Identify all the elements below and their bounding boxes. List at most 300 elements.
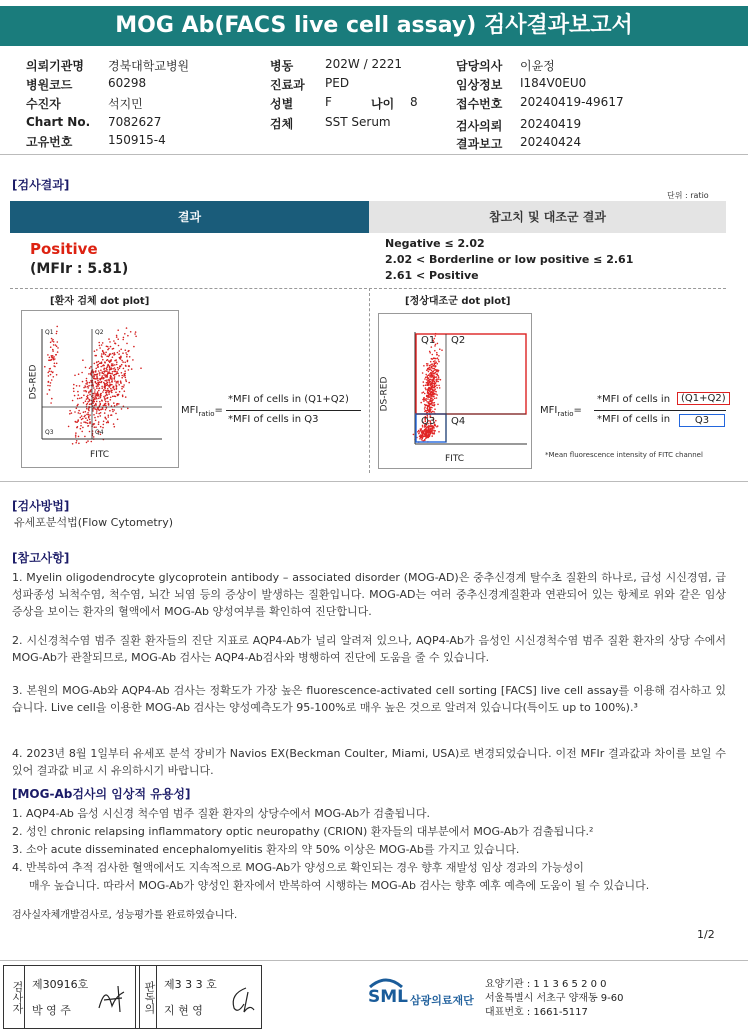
scatter-dot — [131, 368, 133, 370]
scatter-dot — [115, 371, 117, 373]
header-value: PED — [325, 76, 350, 90]
scatter-dot — [88, 399, 90, 401]
scatter-dot — [51, 338, 53, 340]
scatter-dot — [85, 422, 87, 424]
scatter-dot — [84, 416, 86, 418]
scatter-dot — [75, 434, 77, 436]
scatter-dot — [124, 390, 126, 392]
scatter-dot — [113, 409, 115, 411]
scatter-dot — [93, 436, 95, 438]
scatter-dot — [114, 378, 116, 380]
scatter-dot — [82, 427, 84, 429]
scatter-dot — [419, 438, 421, 440]
scatter-dot — [424, 406, 426, 408]
reviewer-signature-icon — [224, 982, 258, 1016]
header-label: 담당의사 — [456, 59, 503, 73]
scatter-dot — [425, 432, 427, 434]
scatter-dot — [106, 355, 108, 357]
clinical-item-3: 3. 소아 acute disseminated encephalomyelitis 환자의 약 50% 이상은 MOG-Ab를 가지고 있습니다. — [12, 843, 520, 856]
scatter-dot — [72, 400, 74, 402]
org-address: 서울특별시 서초구 양재동 9-60 — [485, 993, 624, 1004]
scatter-dot — [431, 398, 433, 400]
patient-mfi-numerator: *MFI of cells in (Q1+Q2) — [228, 394, 349, 405]
scatter-dot — [97, 364, 99, 366]
footer-divider — [0, 960, 748, 961]
scatter-dot — [434, 384, 436, 386]
scatter-dot — [128, 365, 130, 367]
scatter-dot — [96, 410, 98, 412]
patient-q3: Q3 — [45, 429, 54, 436]
scatter-dot — [102, 359, 104, 361]
scatter-dot — [88, 373, 90, 375]
scatter-dot — [115, 413, 117, 415]
scatter-dot — [115, 396, 117, 398]
scatter-dot — [426, 365, 428, 367]
scatter-dot — [54, 358, 56, 360]
scatter-dot — [101, 387, 103, 389]
scatter-dot — [86, 380, 88, 382]
scatter-dot — [95, 368, 97, 370]
scatter-dot — [50, 342, 52, 344]
scatter-dot — [425, 437, 427, 439]
header-value: 경북대학교병원 — [108, 59, 190, 73]
scatter-dot — [105, 392, 107, 394]
scatter-dot — [438, 431, 440, 433]
scatter-dot — [106, 375, 108, 377]
scatter-dot — [107, 376, 109, 378]
scatter-dot — [112, 396, 114, 398]
scatter-dot — [112, 368, 114, 370]
scatter-dot — [96, 393, 98, 395]
scatter-dot — [87, 387, 89, 389]
header-label: 성별 — [270, 97, 294, 111]
header-value: F — [325, 95, 332, 109]
scatter-dot — [88, 417, 90, 419]
scatter-dot — [110, 388, 112, 390]
scatter-dot — [107, 390, 109, 392]
scatter-dot — [428, 389, 430, 391]
scatter-dot — [51, 398, 53, 400]
scatter-dot — [112, 353, 114, 355]
scatter-dot — [429, 379, 431, 381]
scatter-dot — [105, 409, 107, 411]
scatter-dot — [52, 350, 54, 352]
scatter-dot — [423, 433, 425, 435]
scatter-dot — [96, 398, 98, 400]
scatter-dot — [99, 374, 101, 376]
scatter-dot — [109, 366, 111, 368]
scatter-dot — [431, 407, 433, 409]
scatter-dot — [87, 440, 89, 442]
header-value: 20240419-49617 — [520, 95, 624, 109]
scatter-dot — [105, 401, 107, 403]
org-code: 요양기관 : 1 1 3 6 5 2 0 0 — [485, 979, 607, 990]
scatter-dot — [107, 349, 109, 351]
scatter-dot — [425, 405, 427, 407]
scatter-dot — [100, 369, 102, 371]
control-q3: Q3 — [421, 416, 436, 427]
scatter-dot — [436, 352, 438, 354]
header-value: 202W / 2221 — [325, 57, 402, 71]
scatter-dot — [112, 365, 114, 367]
scatter-dot — [428, 375, 430, 377]
scatter-dot — [426, 435, 428, 437]
scatter-dot — [107, 397, 109, 399]
scatter-dot — [78, 412, 80, 414]
scatter-dot — [97, 380, 99, 382]
scatter-dot — [50, 371, 52, 373]
scatter-dot — [432, 365, 434, 367]
scatter-dot — [78, 436, 80, 438]
scatter-dot — [75, 442, 77, 444]
scatter-dot — [440, 379, 442, 381]
scatter-dot — [127, 335, 129, 337]
scatter-dot — [111, 377, 113, 379]
scatter-dot — [108, 356, 110, 358]
scatter-dot — [72, 443, 74, 445]
scatter-dot — [437, 343, 439, 345]
scatter-dot — [56, 326, 58, 328]
scatter-dot — [429, 408, 431, 410]
scatter-dot — [107, 359, 109, 361]
patient-x-axis-label: FITC — [90, 450, 110, 460]
scatter-dot — [434, 408, 436, 410]
scatter-dot — [430, 428, 432, 430]
scatter-dot — [112, 363, 114, 365]
scatter-dot — [105, 390, 107, 392]
scatter-dot — [47, 385, 49, 387]
accreditation-note: 검사실자체개발검사로, 성능평가를 완료하였습니다. — [12, 910, 238, 921]
scatter-dot — [103, 396, 105, 398]
scatter-dot — [418, 430, 420, 432]
scatter-dot — [95, 378, 97, 380]
scatter-dot — [99, 401, 101, 403]
scatter-dot — [85, 400, 87, 402]
scatter-dot — [427, 385, 429, 387]
scatter-dot — [52, 355, 54, 357]
scatter-dot — [119, 365, 121, 367]
scatter-dot — [104, 404, 106, 406]
scatter-dot — [49, 389, 51, 391]
scatter-dot — [83, 411, 85, 413]
patient-dot-plot — [21, 310, 179, 468]
scatter-dot — [86, 382, 88, 384]
control-mfi-denominator-box: Q3 — [679, 414, 725, 427]
scatter-dot — [110, 353, 112, 355]
scatter-dot — [431, 400, 433, 402]
reviewer-label: 판독의 — [136, 966, 157, 1028]
header-label: 접수번호 — [456, 97, 503, 111]
scatter-dot — [88, 385, 90, 387]
scatter-dot — [110, 346, 112, 348]
patient-mfi-fraction-bar — [226, 410, 361, 411]
scatter-dot — [99, 347, 101, 349]
scatter-dot — [113, 348, 115, 350]
scatter-dot — [90, 366, 92, 368]
scatter-dot — [99, 378, 101, 380]
scatter-dot — [432, 371, 434, 373]
scatter-dot — [102, 375, 104, 377]
scatter-dot — [436, 363, 438, 365]
scatter-dot — [423, 381, 425, 383]
scatter-dot — [421, 430, 423, 432]
scatter-dot — [121, 375, 123, 377]
scatter-dot — [73, 391, 75, 393]
control-mfi-numerator-text: *MFI of cells in — [597, 394, 671, 405]
scatter-dot — [432, 387, 434, 389]
scatter-dot — [424, 393, 426, 395]
scatter-dot — [48, 375, 50, 377]
scatter-dot — [101, 386, 103, 388]
clinical-heading: [MOG-Ab검사의 임상적 유용성] — [12, 787, 191, 801]
scatter-dot — [80, 422, 82, 424]
scatter-dot — [429, 351, 431, 353]
scatter-dot — [99, 363, 101, 365]
header-label: 결과보고 — [456, 137, 503, 151]
ref-line-borderline: 2.02 < Borderline or low positive ≤ 2.61 — [385, 253, 634, 266]
scatter-dot — [421, 439, 423, 441]
header-value: SST Serum — [325, 115, 391, 129]
scatter-dot — [50, 382, 52, 384]
scatter-dot — [114, 354, 116, 356]
scatter-dot — [96, 349, 98, 351]
scatter-dot — [125, 365, 127, 367]
header-label: 의뢰기관명 — [26, 59, 84, 73]
scatter-dot — [69, 410, 71, 412]
scatter-dot — [92, 410, 94, 412]
scatter-dot — [113, 423, 115, 425]
scatter-dot — [113, 402, 115, 404]
note-item-1: 1. Myelin oligodendrocyte glycoprotein antibody – associated disorder (MOG-AD)은 중추신경계 탈수초 질환의 하나로, 급성 시신경염, 급성파종성 뇌척수염, 척수염, 뇌간 뇌염 등의 증상이 발생하는 질환입니다. MOG-AD는 여러 중추신경계질환과 연관되어 있는 항체로 위와 같은 임상 증상을 보이는 환자의 혈액에서 MOG-Ab 양성여부를 확인하여 진단합니다. — [12, 571, 726, 618]
control-plot-title: [정상대조군 dot plot] — [405, 296, 511, 307]
header-label: 고유번호 — [26, 135, 73, 149]
scatter-dot — [436, 376, 438, 378]
scatter-dot — [120, 380, 122, 382]
scatter-dot — [71, 412, 73, 414]
scatter-dot — [94, 423, 96, 425]
scatter-dot — [74, 375, 76, 377]
scatter-dot — [85, 367, 87, 369]
scatter-dot — [51, 359, 53, 361]
scatter-dot — [434, 350, 436, 352]
scatter-dot — [101, 356, 103, 358]
scatter-dot — [109, 360, 111, 362]
scatter-dot — [98, 394, 100, 396]
patient-q4: Q4 — [95, 429, 104, 436]
scatter-dot — [89, 382, 91, 384]
scatter-dot — [107, 364, 109, 366]
scatter-dot — [114, 376, 116, 378]
scatter-dot — [102, 342, 104, 344]
scatter-dot — [100, 409, 102, 411]
control-mfi-numerator-box: (Q1+Q2) — [677, 392, 730, 405]
scatter-dot — [439, 348, 441, 350]
scatter-dot — [115, 374, 117, 376]
reviewer-box — [135, 965, 262, 1029]
scatter-dot — [105, 352, 107, 354]
scatter-dot — [424, 435, 426, 437]
scatter-dot — [117, 403, 119, 405]
scatter-dot — [421, 428, 423, 430]
scatter-dot — [96, 374, 98, 376]
scatter-dot — [117, 367, 119, 369]
scatter-dot — [101, 353, 103, 355]
scatter-dot — [434, 360, 436, 362]
scatter-dot — [129, 356, 131, 358]
scatter-dot — [102, 351, 104, 353]
scatter-dot — [94, 378, 96, 380]
clinical-item-1: 1. AQP4-Ab 음성 시신경 척수염 범주 질환 환자의 상당수에서 MOG-Ab가 검출됩니다. — [12, 807, 430, 820]
scatter-dot — [83, 387, 85, 389]
scatter-dot — [427, 378, 429, 380]
age-value: 8 — [410, 95, 418, 109]
scatter-dot — [436, 354, 438, 356]
scatter-dot — [106, 422, 108, 424]
org-name: 삼광의료재단 — [410, 994, 474, 1007]
scatter-dot — [429, 436, 431, 438]
scatter-dot — [110, 375, 112, 377]
scatter-dot — [433, 396, 435, 398]
scatter-dot — [83, 421, 85, 423]
scatter-dot — [437, 404, 439, 406]
scatter-dot — [94, 395, 96, 397]
scatter-dot — [111, 373, 113, 375]
scatter-dot — [431, 346, 433, 348]
scatter-dot — [95, 408, 97, 410]
scatter-dot — [94, 405, 96, 407]
scatter-dot — [432, 354, 434, 356]
scatter-dot — [109, 341, 111, 343]
header-value: 60298 — [108, 76, 147, 90]
ref-line-positive: 2.61 < Positive — [385, 269, 479, 282]
scatter-dot — [418, 433, 420, 435]
scatter-dot — [100, 393, 102, 395]
scatter-dot — [114, 342, 116, 344]
scatter-dot — [435, 391, 437, 393]
scatter-dot — [125, 396, 127, 398]
scatter-dot — [437, 374, 439, 376]
scatter-dot — [116, 335, 118, 337]
scatter-dot — [438, 378, 440, 380]
header-label: 병동 — [270, 59, 294, 73]
scatter-dot — [108, 338, 110, 340]
scatter-dot — [68, 426, 70, 428]
scatter-dot — [97, 366, 99, 368]
scatter-dot — [121, 360, 123, 362]
scatter-dot — [86, 378, 88, 380]
scatter-dot — [88, 414, 90, 416]
scatter-dot — [75, 421, 77, 423]
scatter-dot — [430, 386, 432, 388]
patient-q2: Q2 — [95, 329, 104, 336]
scatter-dot — [106, 346, 108, 348]
scatter-dot — [427, 396, 429, 398]
scatter-dot — [109, 382, 111, 384]
scatter-dot — [432, 404, 434, 406]
tester-name: 박 영 주 — [32, 1004, 71, 1017]
scatter-dot — [114, 352, 116, 354]
scatter-dot — [433, 411, 435, 413]
header-value: 20240419 — [520, 117, 582, 131]
scatter-dot — [93, 371, 95, 373]
scatter-dot — [78, 373, 80, 375]
control-dot-plot — [378, 313, 532, 469]
scatter-dot — [433, 393, 435, 395]
scatter-dot — [49, 368, 51, 370]
scatter-dot — [87, 386, 89, 388]
scatter-dot — [117, 369, 119, 371]
scatter-dot — [106, 394, 108, 396]
scatter-dot — [69, 413, 71, 415]
scatter-dot — [78, 443, 80, 445]
scatter-dot — [94, 350, 96, 352]
header-value: 석지민 — [108, 97, 143, 111]
patient-mfi-label: $MFI_{ratio}=$ — [181, 405, 223, 418]
scatter-dot — [435, 365, 437, 367]
scatter-dot — [89, 419, 91, 421]
scatter-dot — [99, 345, 101, 347]
scatter-dot — [100, 412, 102, 414]
scatter-dot — [424, 439, 426, 441]
scatter-dot — [426, 410, 428, 412]
scatter-dot — [87, 419, 89, 421]
scatter-dot — [125, 349, 127, 351]
scatter-dot — [423, 385, 425, 387]
header-label: 수진자 — [26, 97, 61, 111]
scatter-dot — [121, 408, 123, 410]
note-item-4: 4. 2023년 8월 1일부터 유세포 분석 장비가 Navios EX(Beckman Coulter, Miami, USA)로 변경되었습니다. 이전 MFIr 결과값과 차이를 보일 수 있어 결과값 비교 시 유의하시기 바랍니다. — [12, 747, 726, 777]
scatter-dot — [93, 408, 95, 410]
header-label: 임상정보 — [456, 78, 503, 92]
scatter-dot — [437, 357, 439, 359]
scatter-dot — [91, 441, 93, 443]
scatter-dot — [105, 354, 107, 356]
scatter-dot — [54, 363, 56, 365]
scatter-dot — [94, 391, 96, 393]
scatter-dot — [124, 370, 126, 372]
scatter-dot — [140, 367, 142, 369]
scatter-dot — [86, 414, 88, 416]
scatter-dot — [89, 367, 91, 369]
scatter-dot — [94, 363, 96, 365]
scatter-dot — [55, 344, 57, 346]
scatter-dot — [56, 374, 58, 376]
scatter-dot — [427, 398, 429, 400]
scatter-dot — [109, 362, 111, 364]
scatter-dot — [83, 395, 85, 397]
org-info — [485, 978, 624, 1020]
scatter-dot — [94, 398, 96, 400]
patient-plot-title: [환자 검체 dot plot] — [50, 296, 150, 307]
scatter-dot — [116, 364, 118, 366]
scatter-dot — [96, 387, 98, 389]
scatter-dot — [57, 347, 59, 349]
scatter-dot — [104, 383, 106, 385]
reference-column-header: 참고치 및 대조군 결과 — [369, 201, 726, 233]
scatter-dot — [430, 403, 432, 405]
scatter-dot — [100, 382, 102, 384]
scatter-dot — [93, 393, 95, 395]
logo-text: SML — [368, 987, 408, 1007]
method-heading: [검사방법] — [12, 499, 70, 513]
scatter-dot — [420, 402, 422, 404]
scatter-dot — [116, 361, 118, 363]
scatter-dot — [135, 336, 137, 338]
scatter-dot — [78, 410, 80, 412]
scatter-dot — [425, 387, 427, 389]
scatter-dot — [93, 387, 95, 389]
scatter-dot — [98, 398, 100, 400]
